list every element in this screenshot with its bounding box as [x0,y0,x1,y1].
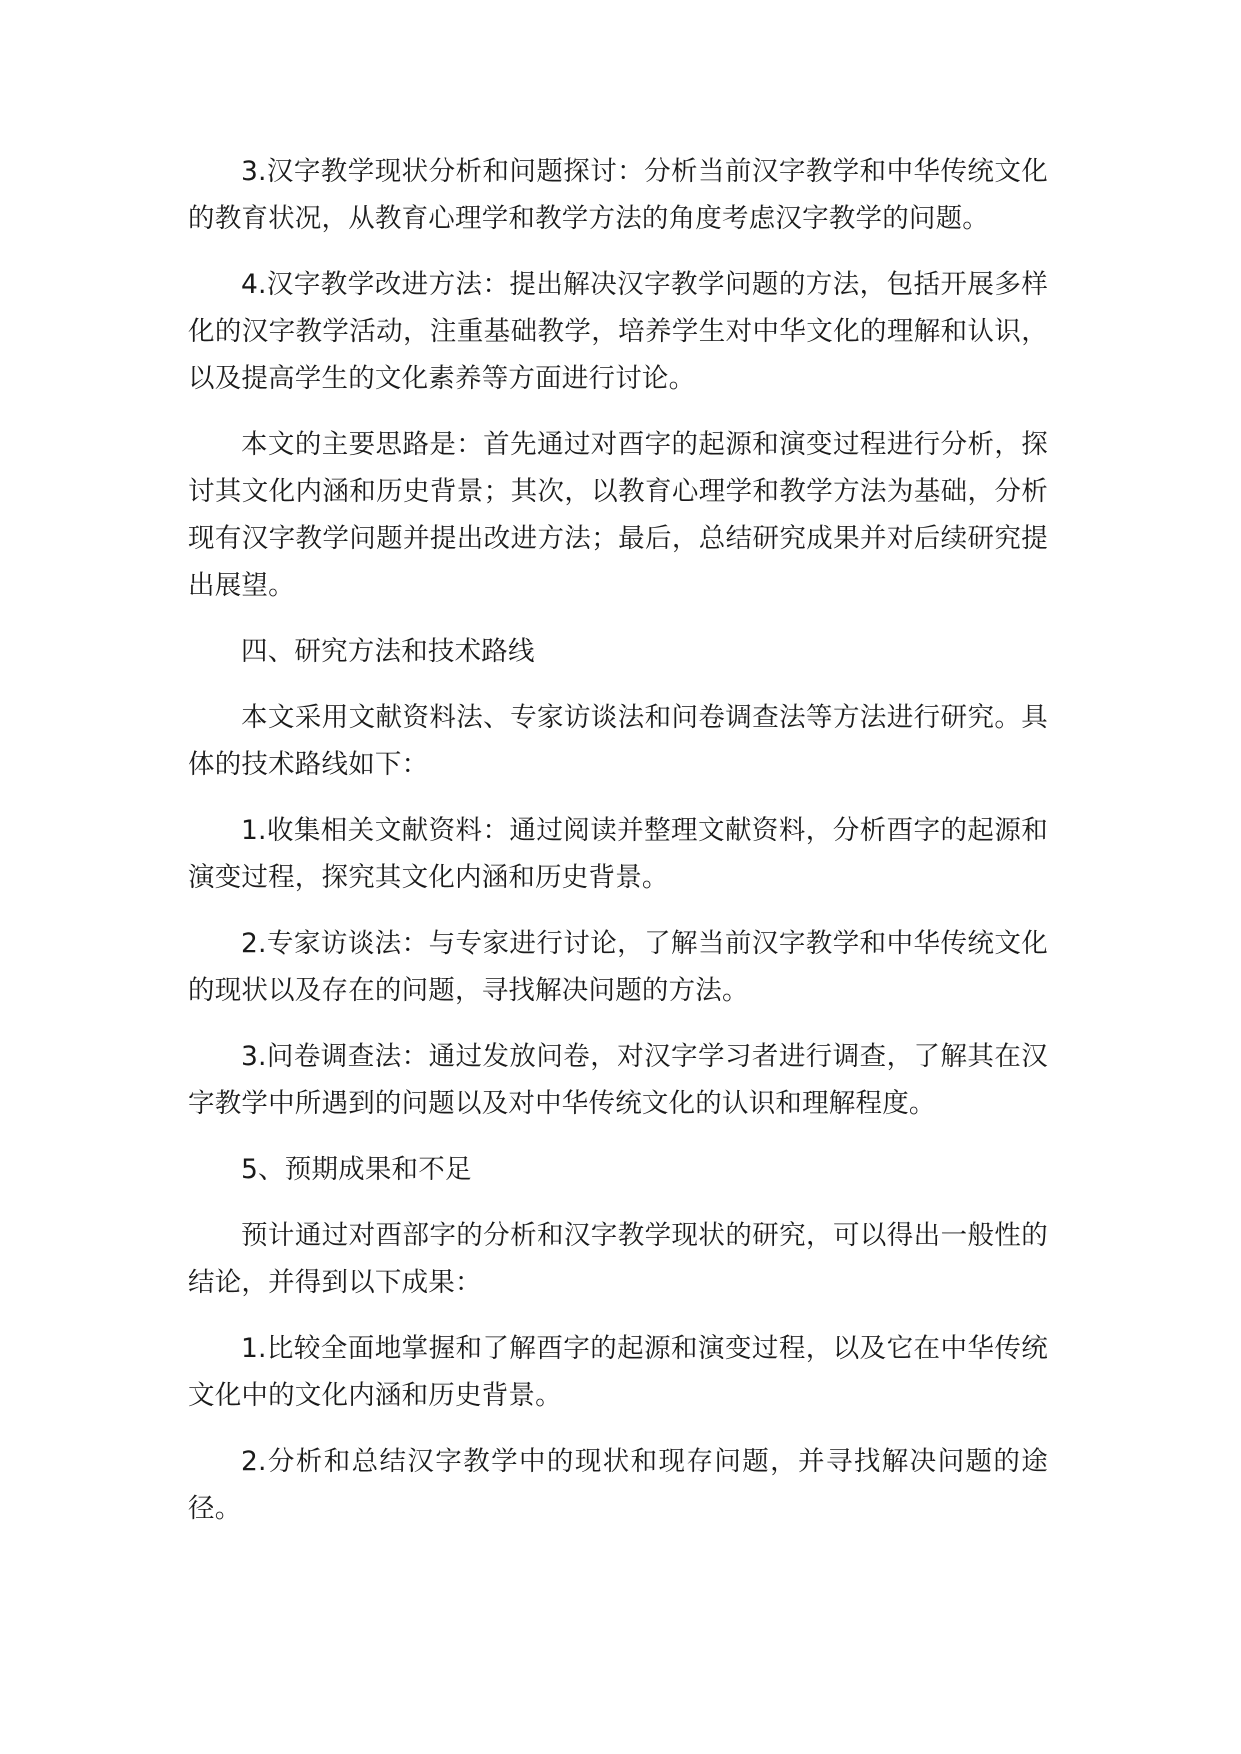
paragraph-questionnaire: 3.问卷调查法：通过发放问卷，对汉字学习者进行调查，了解其在汉字教学中所遇到的问题以及对中华传统文化的认识和理解程度。 [188,1041,1048,1119]
paragraph-teaching-status-analysis: 3.汉字教学现状分析和问题探讨：分析当前汉字教学和中华传统文化的教育状况，从教育心理学和教学方法的角度考虑汉字教学的问题。 [188,156,1048,234]
document-body [188,148,1048,1551]
paragraph-main-approach: 本文的主要思路是：首先通过对酉字的起源和演变过程进行分析，探讨其文化内涵和历史背景；其次，以教育心理学和教学方法为基础，分析现有汉字教学问题并提出改进方法；最后，总结研究成果并对后续研究提出展望。 [188,429,1048,601]
paragraph-result-one: 1.比较全面地掌握和了解酉字的起源和演变过程，以及它在中华传统文化中的文化内涵和历史背景。 [188,1333,1048,1411]
paragraph-literature-collection: 1.收集相关文献资料：通过阅读并整理文献资料，分析酉字的起源和演变过程，探究其文化内涵和历史背景。 [188,815,1048,893]
paragraph-expected-intro: 预计通过对酉部字的分析和汉字教学现状的研究，可以得出一般性的结论，并得到以下成果： [188,1220,1048,1298]
section-heading-research-methods: 四、研究方法和技术路线 [241,636,535,667]
paragraph-result-two: 2.分析和总结汉字教学中的现状和现存问题，并寻找解决问题的途径。 [188,1446,1048,1524]
paragraph-methods-intro: 本文采用文献资料法、专家访谈法和问卷调查法等方法进行研究。具体的技术路线如下： [188,702,1048,780]
paragraph-expert-interview: 2.专家访谈法：与专家进行讨论，了解当前汉字教学和中华传统文化的现状以及存在的问题，寻找解决问题的方法。 [188,928,1048,1006]
section-heading-expected-results: 5、预期成果和不足 [241,1154,472,1185]
paragraph-teaching-improvement: 4.汉字教学改进方法：提出解决汉字教学问题的方法，包括开展多样化的汉字教学活动，注重基础教学，培养学生对中华文化的理解和认识，以及提高学生的文化素养等方面进行讨论。 [188,269,1048,394]
